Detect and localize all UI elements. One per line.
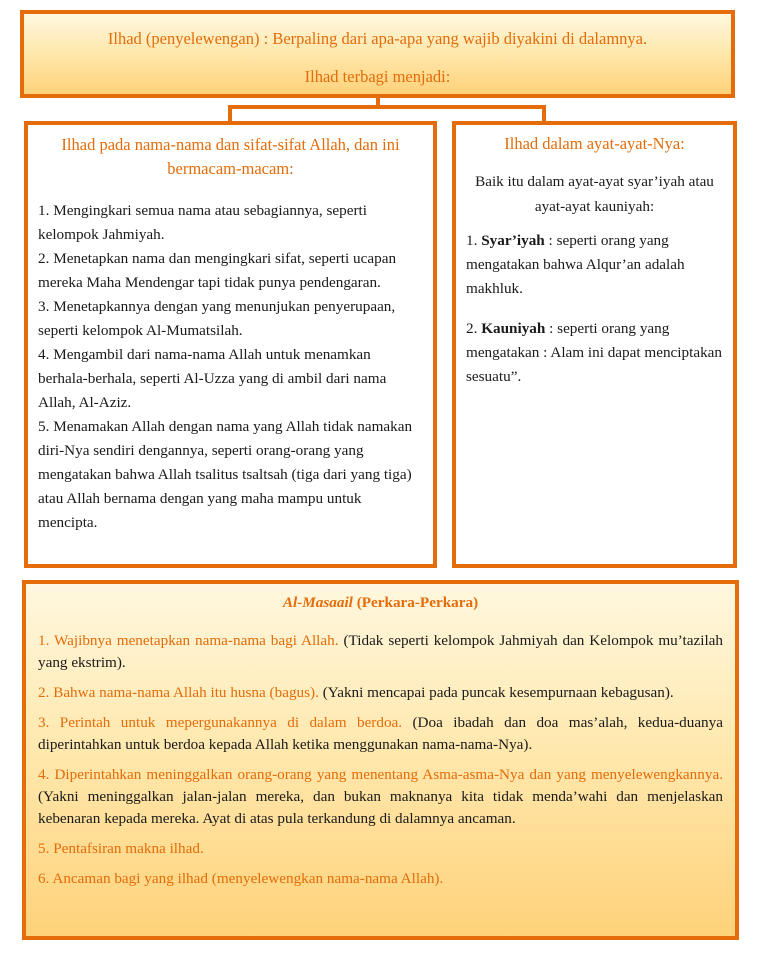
list-item: 3. Menetapkannya dengan yang menunjukan penyerupaan, seperti kelompok Al-Mumatsilah.: [38, 298, 396, 339]
definition-box: [20, 10, 735, 98]
verses-heading: Ilhad dalam ayat-ayat-Nya:: [504, 134, 685, 153]
masaail-title-italic: Al-Masaail: [282, 594, 353, 611]
connector-left: [228, 105, 232, 122]
masaail-title: [38, 592, 723, 614]
connector-right: [542, 105, 546, 122]
list-item: [38, 712, 723, 756]
item-text: : seperti orang yang mengatakan bahwa Alqur’an adalah makhluk.: [466, 232, 685, 297]
list-item: 1. Mengingkari semua nama atau sebagiannya, seperti kelompok Jahmiyah.: [38, 202, 367, 243]
list-item: 2. Menetapkan nama dan mengingkari sifat, seperti ucapan mereka Maha Mendengar tapi tidak punya pendengaran.: [38, 250, 397, 291]
verses-intro: Baik itu dalam ayat-ayat syar’iyah atau ayat-ayat kauniyah:: [475, 173, 714, 215]
item-text: : seperti orang yang mengatakan : Alam ini dapat menciptakan sesuatu”.: [466, 320, 722, 385]
names-attributes-box: [24, 121, 437, 568]
item-explanation: (Yakni meninggalkan jalan-jalan mereka, dan bukan maknanya kita tidak menda’wahi dan menjelaskan kebenaran kepada mereka. Ayat di atas pula terkandung di dalamnya ancaman.: [38, 788, 723, 827]
list-item: [38, 838, 723, 860]
item-point: 2. Bahwa nama-nama Allah itu husna (bagus).: [38, 684, 319, 701]
connector-bar: [228, 105, 546, 109]
definition-text: Ilhad (penyelewengan) : Berpaling dari apa-apa yang wajib diyakini di dalamnya.: [107, 29, 648, 48]
item-point: 6. Ancaman bagi yang ilhad (menyelewengkan nama-nama Allah).: [38, 870, 444, 887]
item-point: 1. Wajibnya menetapkan nama-nama bagi Allah.: [38, 632, 339, 649]
item-number: 1.: [466, 232, 482, 249]
item-explanation: (Doa ibadah dan doa mas’alah, kedua-duanya diperintahkan untuk berdoa kepada Allah ketika menggunakan nama-nama-Nya).: [38, 714, 723, 753]
list-item: [466, 317, 723, 389]
list-item: 4. Mengambil dari nama-nama Allah untuk menamkan berhala-berhala, seperti Al-Uzza yang di ambil dari nama Allah, Al-Aziz.: [38, 346, 387, 411]
list-item: [38, 868, 723, 890]
masaail-title-rest: (Perkara-Perkara): [352, 594, 479, 611]
list-item: 5. Menamakan Allah dengan nama yang Allah tidak namakan diri-Nya sendiri dengannya, seperti orang-orang yang mengatakan bahwa Allah tsalitus tsaltsah (tiga dari yang tiga) atau Allah bernama dengan yang maha mampu untuk mencipta.: [38, 418, 413, 531]
item-explanation: (Yakni mencapai pada puncak kesempurnaan kebagusan).: [318, 684, 674, 701]
item-term: Syar’iyah: [481, 232, 545, 249]
item-number: 2.: [466, 320, 482, 337]
item-point: 3. Perintah untuk mepergunakannya di dalam berdoa.: [38, 714, 403, 731]
list-item: [38, 682, 723, 704]
names-attributes-heading: Ilhad pada nama-nama dan sifat-sifat Allah, dan ini bermacam-macam:: [61, 135, 400, 178]
names-attributes-list: [28, 199, 433, 535]
item-point: 5. Pentafsiran makna ilhad.: [38, 840, 204, 857]
list-item: [38, 630, 723, 674]
list-item: [466, 229, 723, 301]
division-text: Ilhad terbagi menjadi:: [304, 67, 451, 86]
item-term: Kauniyah: [481, 320, 546, 337]
masaail-box: [22, 580, 739, 940]
verses-box: [452, 121, 737, 568]
item-explanation: (Tidak seperti kelompok Jahmiyah dan Kelompok mu’tazilah yang ekstrim).: [38, 632, 723, 671]
list-item: [38, 764, 723, 830]
item-point: 4. Diperintahkan meninggalkan orang-orang yang menentang Asma-asma-Nya dan yang menyelewengkannya.: [38, 766, 723, 783]
